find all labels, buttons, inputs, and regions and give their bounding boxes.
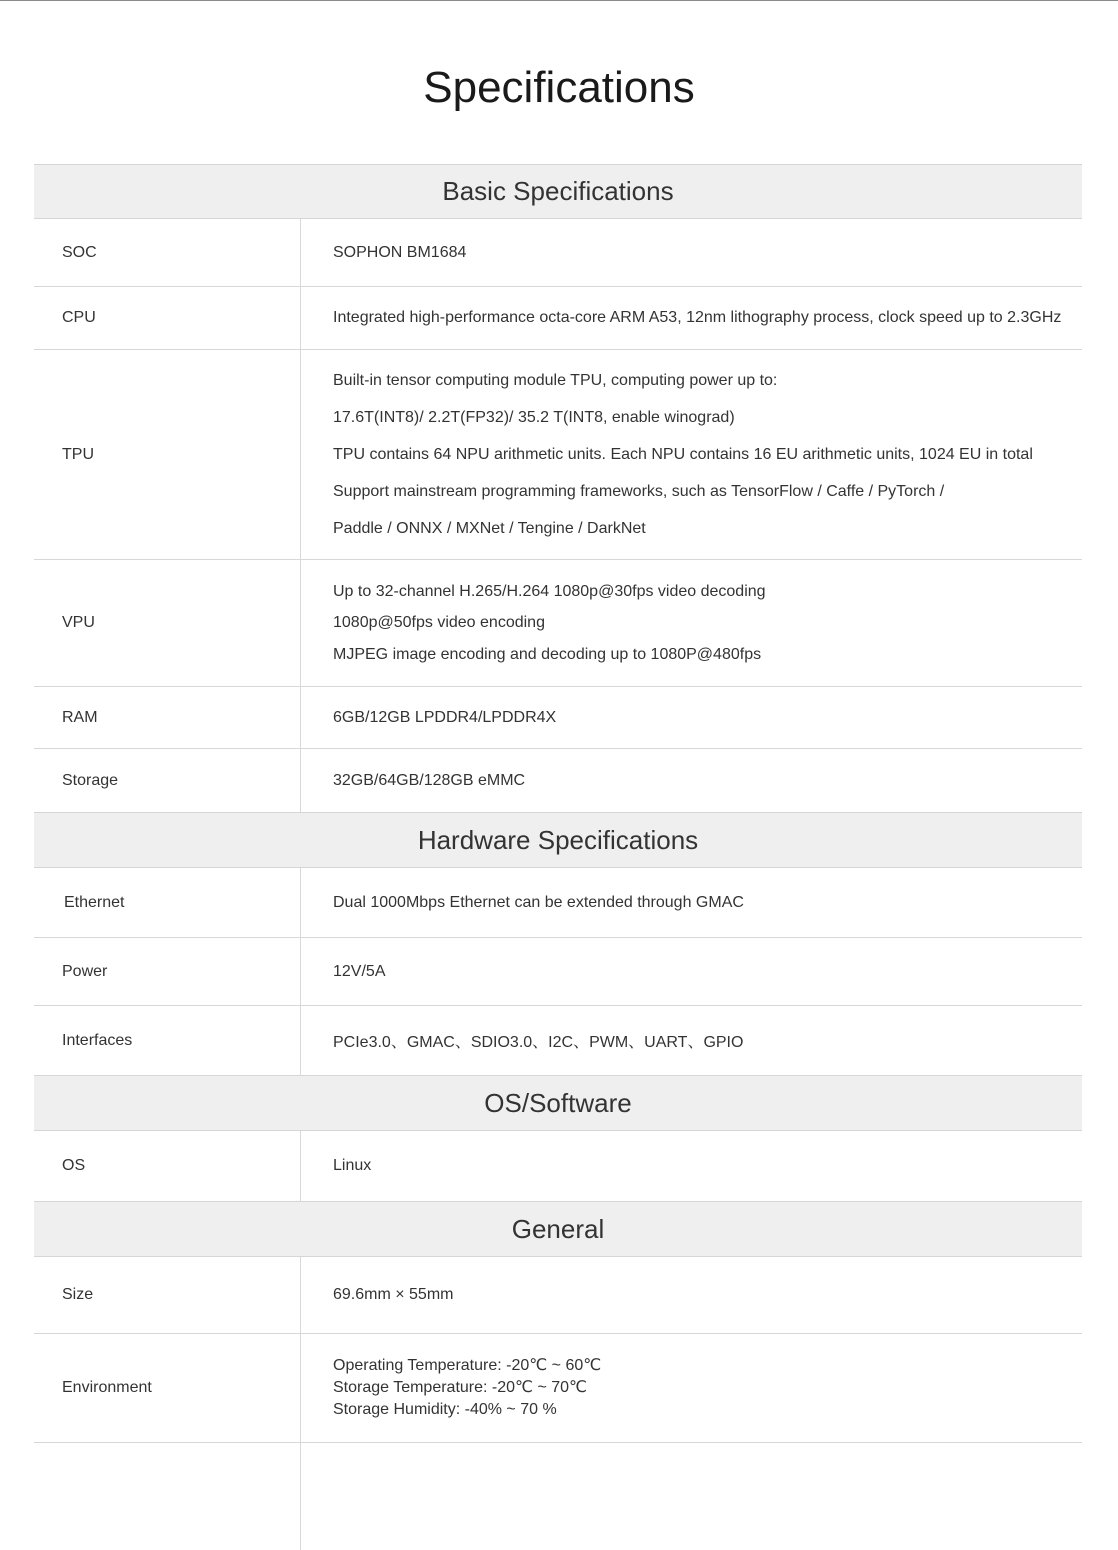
spec-label: VPU bbox=[62, 614, 95, 631]
spec-row-ram bbox=[34, 687, 1082, 749]
spec-row-storage bbox=[34, 749, 1082, 812]
section-header-hardware: Hardware Specifications bbox=[34, 812, 1082, 868]
spec-value bbox=[333, 1006, 1118, 1075]
spec-value-line: PCIe3.0、GMAC、SDIO3.0、I2C、PWM、UART、GPIO bbox=[333, 1034, 744, 1051]
spec-value-line: SOPHON BM1684 bbox=[333, 243, 467, 261]
spec-label: Interfaces bbox=[62, 1031, 133, 1049]
section-header-basic: Basic Specifications bbox=[34, 164, 1082, 219]
spec-value-line: TPU contains 64 NPU arithmetic units. Each NPU contains 16 EU arithmetic units, 1024 EU in total bbox=[333, 446, 1033, 463]
spec-value-line: Built-in tensor computing module TPU, computing power up to: bbox=[333, 372, 778, 389]
spec-value-line: Storage Temperature: -20℃ ~ 70℃ bbox=[333, 1379, 587, 1396]
spec-row-os bbox=[34, 1131, 1082, 1201]
section-header-general: General bbox=[34, 1201, 1082, 1257]
spec-label: Power bbox=[62, 962, 108, 980]
spec-value-line: Operating Temperature: -20℃ ~ 60℃ bbox=[333, 1357, 602, 1374]
spec-value-line: MJPEG image encoding and decoding up to 1080P@480fps bbox=[333, 645, 762, 663]
spec-value bbox=[333, 219, 1118, 286]
spec-label: Environment bbox=[62, 1379, 152, 1396]
spec-label: Storage bbox=[62, 771, 119, 789]
spec-value-line: Paddle / ONNX / MXNet / Tengine / DarkNet bbox=[333, 520, 646, 537]
spec-value-line: Linux bbox=[333, 1157, 372, 1174]
spec-label: CPU bbox=[62, 309, 96, 326]
spec-value-line: Storage Humidity: -40% ~ 70 % bbox=[333, 1401, 557, 1418]
spec-row-interfaces bbox=[34, 1006, 1082, 1075]
spec-row-environment bbox=[34, 1334, 1082, 1443]
spec-value bbox=[333, 287, 1118, 349]
page-title: Specifications bbox=[423, 63, 695, 112]
spec-value bbox=[333, 560, 1118, 686]
spec-label: Size bbox=[62, 1286, 94, 1303]
spec-row-size bbox=[34, 1257, 1082, 1334]
spec-value-line: 1080p@50fps video encoding bbox=[333, 614, 545, 632]
top-divider bbox=[0, 0, 1118, 1]
spec-value bbox=[333, 938, 1118, 1005]
spec-row-cpu bbox=[34, 287, 1082, 350]
spec-value bbox=[333, 749, 1118, 812]
spec-label: TPU bbox=[62, 445, 94, 463]
spec-value bbox=[333, 1257, 1118, 1333]
spec-value bbox=[333, 687, 1118, 748]
spec-row-tpu bbox=[34, 350, 1082, 560]
spec-value bbox=[333, 868, 1118, 937]
spec-value bbox=[333, 1334, 1118, 1442]
spec-value-line: 17.6T(INT8)/ 2.2T(FP32)/ 35.2 T(INT8, enable winograd) bbox=[333, 409, 735, 426]
section-header-os: OS/Software bbox=[34, 1075, 1082, 1131]
spec-value-line: Dual 1000Mbps Ethernet can be extended through GMAC bbox=[333, 893, 744, 911]
spec-value bbox=[333, 350, 1118, 559]
spec-value-line: Support mainstream programming frameworks, such as TensorFlow / Caffe / PyTorch / bbox=[333, 483, 945, 500]
spec-value-line: Up to 32-channel H.265/H.264 1080p@30fps video decoding bbox=[333, 582, 766, 600]
spec-value-line: 32GB/64GB/128GB eMMC bbox=[333, 771, 526, 789]
spec-label: Ethernet bbox=[64, 893, 125, 911]
spec-value bbox=[333, 1131, 1118, 1201]
spec-label: OS bbox=[62, 1157, 86, 1174]
spec-row-ethernet bbox=[34, 868, 1082, 938]
spec-value-line: Integrated high-performance octa-core ARM A53, 12nm lithography process, clock speed up to 2.3GHz bbox=[333, 309, 1062, 326]
spec-value-line: 69.6mm × 55mm bbox=[333, 1286, 454, 1303]
spec-row-power bbox=[34, 938, 1082, 1006]
spec-value-line: 12V/5A bbox=[333, 962, 386, 980]
spec-label: SOC bbox=[62, 243, 97, 261]
spec-row-vpu bbox=[34, 560, 1082, 687]
spec-label: RAM bbox=[62, 708, 98, 726]
spec-row-soc bbox=[34, 219, 1082, 287]
spec-value-line: 6GB/12GB LPDDR4/LPDDR4X bbox=[333, 708, 557, 726]
